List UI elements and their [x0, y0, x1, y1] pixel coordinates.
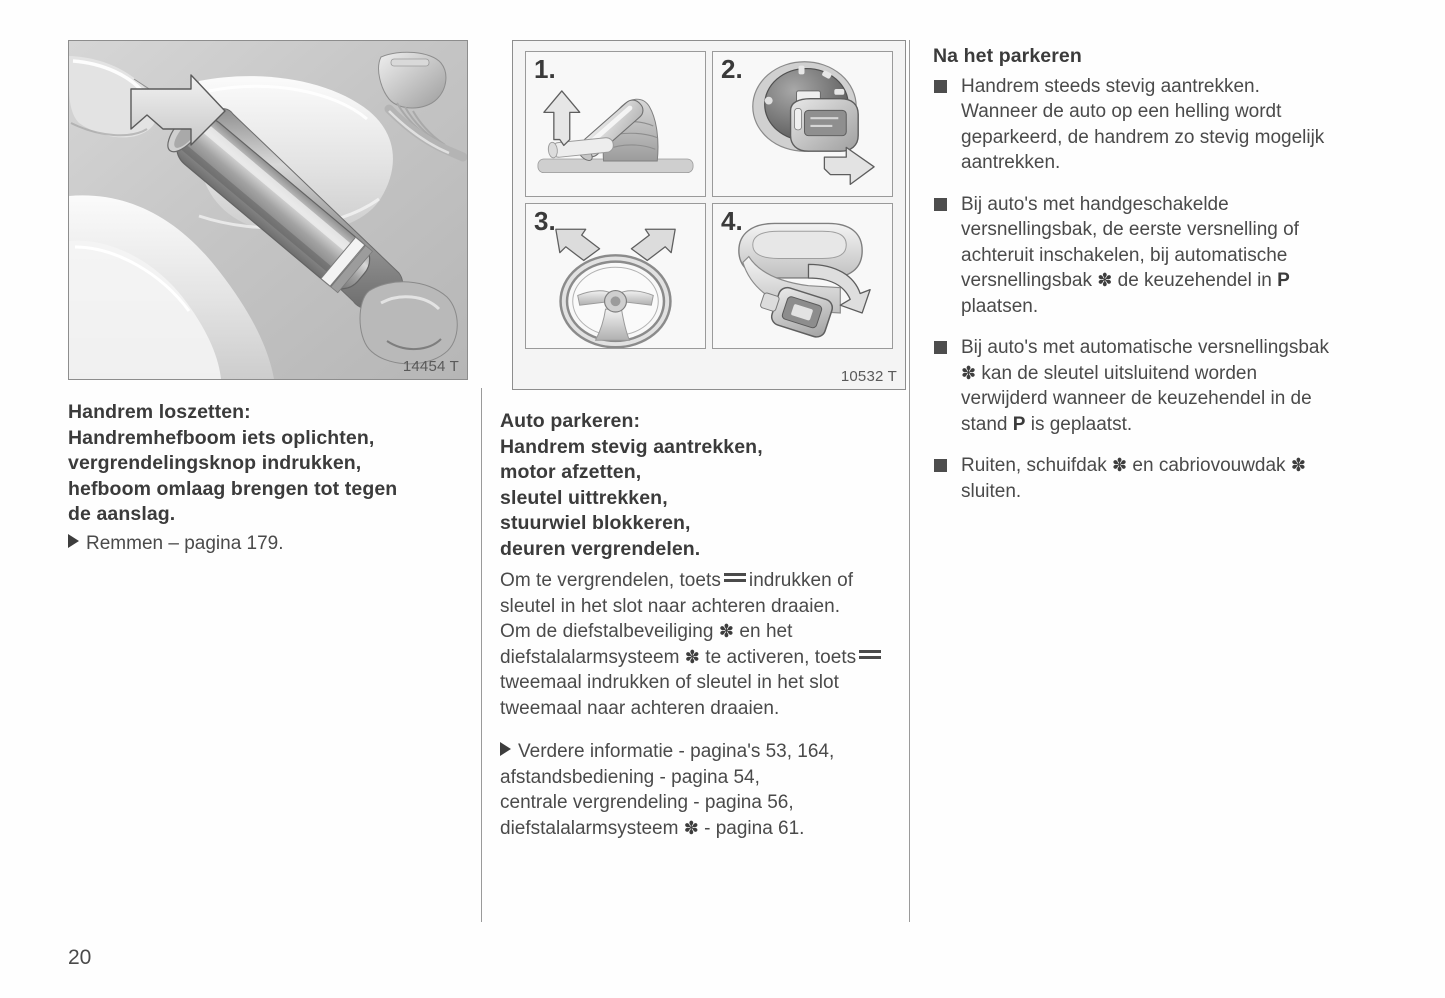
panel-number-4: 4.: [721, 206, 743, 236]
middle-p2-text-b: en het diefstalalarmsysteem: [500, 621, 793, 668]
bullet-text-1: Handrem steeds stevig aantrekken. Wanneer de auto op een helling wordt geparkeerd, de handrem zo stevig mogelijk aantrekken.: [961, 75, 1325, 173]
middle-xref-line-4: [500, 816, 908, 842]
panel-number-3: 3.: [534, 206, 556, 236]
middle-heading-line-6: deuren vergrendelen.: [500, 537, 701, 560]
asterisk-icon-5: ✽: [961, 362, 977, 383]
right-heading: Na het parkeren: [933, 45, 1082, 67]
middle-heading-line-3: motor afzetten,: [500, 461, 642, 483]
middle-paragraph-2: [500, 619, 908, 721]
column-divider-middle: [481, 388, 482, 922]
bullet-text-4b: en cabriovouwdak: [1132, 455, 1286, 476]
middle-xref-text-4a: diefstalalarmsysteem: [500, 817, 679, 839]
bullet-text-2b: de keuzehendel in: [1117, 270, 1272, 291]
middle-heading-line-4: sleutel uittrekken,: [500, 486, 668, 509]
lock-key-bar-icon: [724, 573, 746, 584]
left-heading-block: [68, 400, 468, 556]
asterisk-icon-6: ✽: [1112, 455, 1128, 475]
left-heading-line-5: de aanslag.: [68, 503, 176, 525]
middle-heading-block: [500, 409, 908, 841]
bullet-item-2: [933, 192, 1333, 320]
left-column: [68, 0, 468, 998]
page-number: 20: [68, 946, 92, 969]
bullet-square-icon-1: [934, 80, 947, 93]
middle-paragraph-1: [500, 568, 908, 619]
gear-position-p-2: P: [1012, 413, 1026, 435]
bullet-text-3b: kan de sleutel uitsluitend worden verwijderd wanneer de keuzehendel in de stand: [961, 362, 1312, 435]
middle-p2-text-a: Om de diefstalbeveiliging: [500, 621, 714, 642]
bullet-item-1: [933, 74, 1333, 176]
middle-xref-text-4b: - pagina 61.: [704, 817, 805, 839]
bullet-square-icon-4: [934, 459, 947, 472]
bullet-item-4: [933, 453, 1333, 504]
left-xref-text: Remmen – pagina 179.: [86, 532, 284, 554]
asterisk-icon-2: ✽: [684, 646, 700, 667]
bullet-square-icon-2: [934, 198, 947, 211]
middle-p1-text-a: Om te vergrendelen, toets: [500, 570, 721, 591]
left-heading-line-1: Handrem loszetten:: [68, 401, 251, 423]
middle-heading-line-1: Auto parkeren:: [500, 410, 641, 432]
bullet-text-2a: Bij auto's met handgeschakelde versnellingsbak, de eerste versnelling of achteruit inschakelen, bij automatische versnellingsbak: [961, 193, 1299, 291]
middle-p2-text-d: tweemaal indrukken of sleutel in het slot tweemaal naar achteren draaien.: [500, 672, 839, 719]
triangle-marker-icon-2: [500, 742, 511, 756]
asterisk-icon-7: ✽: [1290, 455, 1306, 475]
bullet-item-3: [933, 335, 1333, 437]
bullet-text-2c: plaatsen.: [961, 295, 1039, 317]
figure-caption-handbrake: 14454 T: [402, 358, 459, 375]
triangle-marker-icon: [68, 534, 79, 548]
middle-xref-block: [500, 739, 908, 841]
panel-number-2: 2.: [721, 54, 743, 84]
middle-xref-text-1: Verdere informatie - pagina's 53, 164,: [518, 741, 835, 762]
asterisk-icon-4: ✽: [1097, 270, 1113, 290]
right-heading-block: [933, 44, 1333, 520]
left-heading-line-4: hefboom omlaag brengen tot tegen: [68, 477, 398, 500]
asterisk-icon-3: ✽: [683, 817, 699, 838]
middle-xref-line-1: [500, 739, 908, 765]
bullet-text-3c: is geplaatst.: [1030, 413, 1133, 435]
bullet-text-4c: sluiten.: [961, 480, 1022, 502]
left-heading-line-3: vergrendelingsknop indrukken,: [68, 452, 362, 474]
gear-position-p-1: P: [1277, 270, 1290, 291]
middle-p1-text-b: indrukken of sleutel in het slot naar achteren draaien.: [500, 570, 854, 617]
middle-p2-text-c: te activeren, toets: [705, 646, 857, 668]
left-xref-remmen: [68, 531, 468, 557]
bullet-text-3a: Bij auto's met automatische versnellingsbak: [961, 337, 1329, 358]
middle-column: [500, 0, 908, 998]
middle-xref-line-3: centrale vergrendeling - pagina 56,: [500, 792, 794, 813]
panel-number-1: 1.: [534, 54, 556, 84]
bullet-text-4a: Ruiten, schuifdak: [961, 455, 1107, 476]
right-column: [933, 0, 1333, 998]
bullet-square-icon-3: [934, 341, 947, 354]
left-heading-line-2: Handremhefboom iets oplichten,: [68, 426, 375, 449]
asterisk-icon-1: ✽: [718, 621, 735, 641]
figure-caption-parking-steps: 10532 T: [840, 368, 897, 385]
middle-xref-line-2: afstandsbediening - pagina 54,: [500, 766, 760, 788]
middle-heading-line-5: stuurwiel blokkeren,: [500, 512, 691, 534]
lock-key-bar-icon-2: [859, 650, 881, 661]
middle-heading-line-2: Handrem stevig aantrekken,: [500, 435, 763, 458]
right-bullet-list: [933, 74, 1333, 505]
column-divider-right: [909, 40, 910, 922]
